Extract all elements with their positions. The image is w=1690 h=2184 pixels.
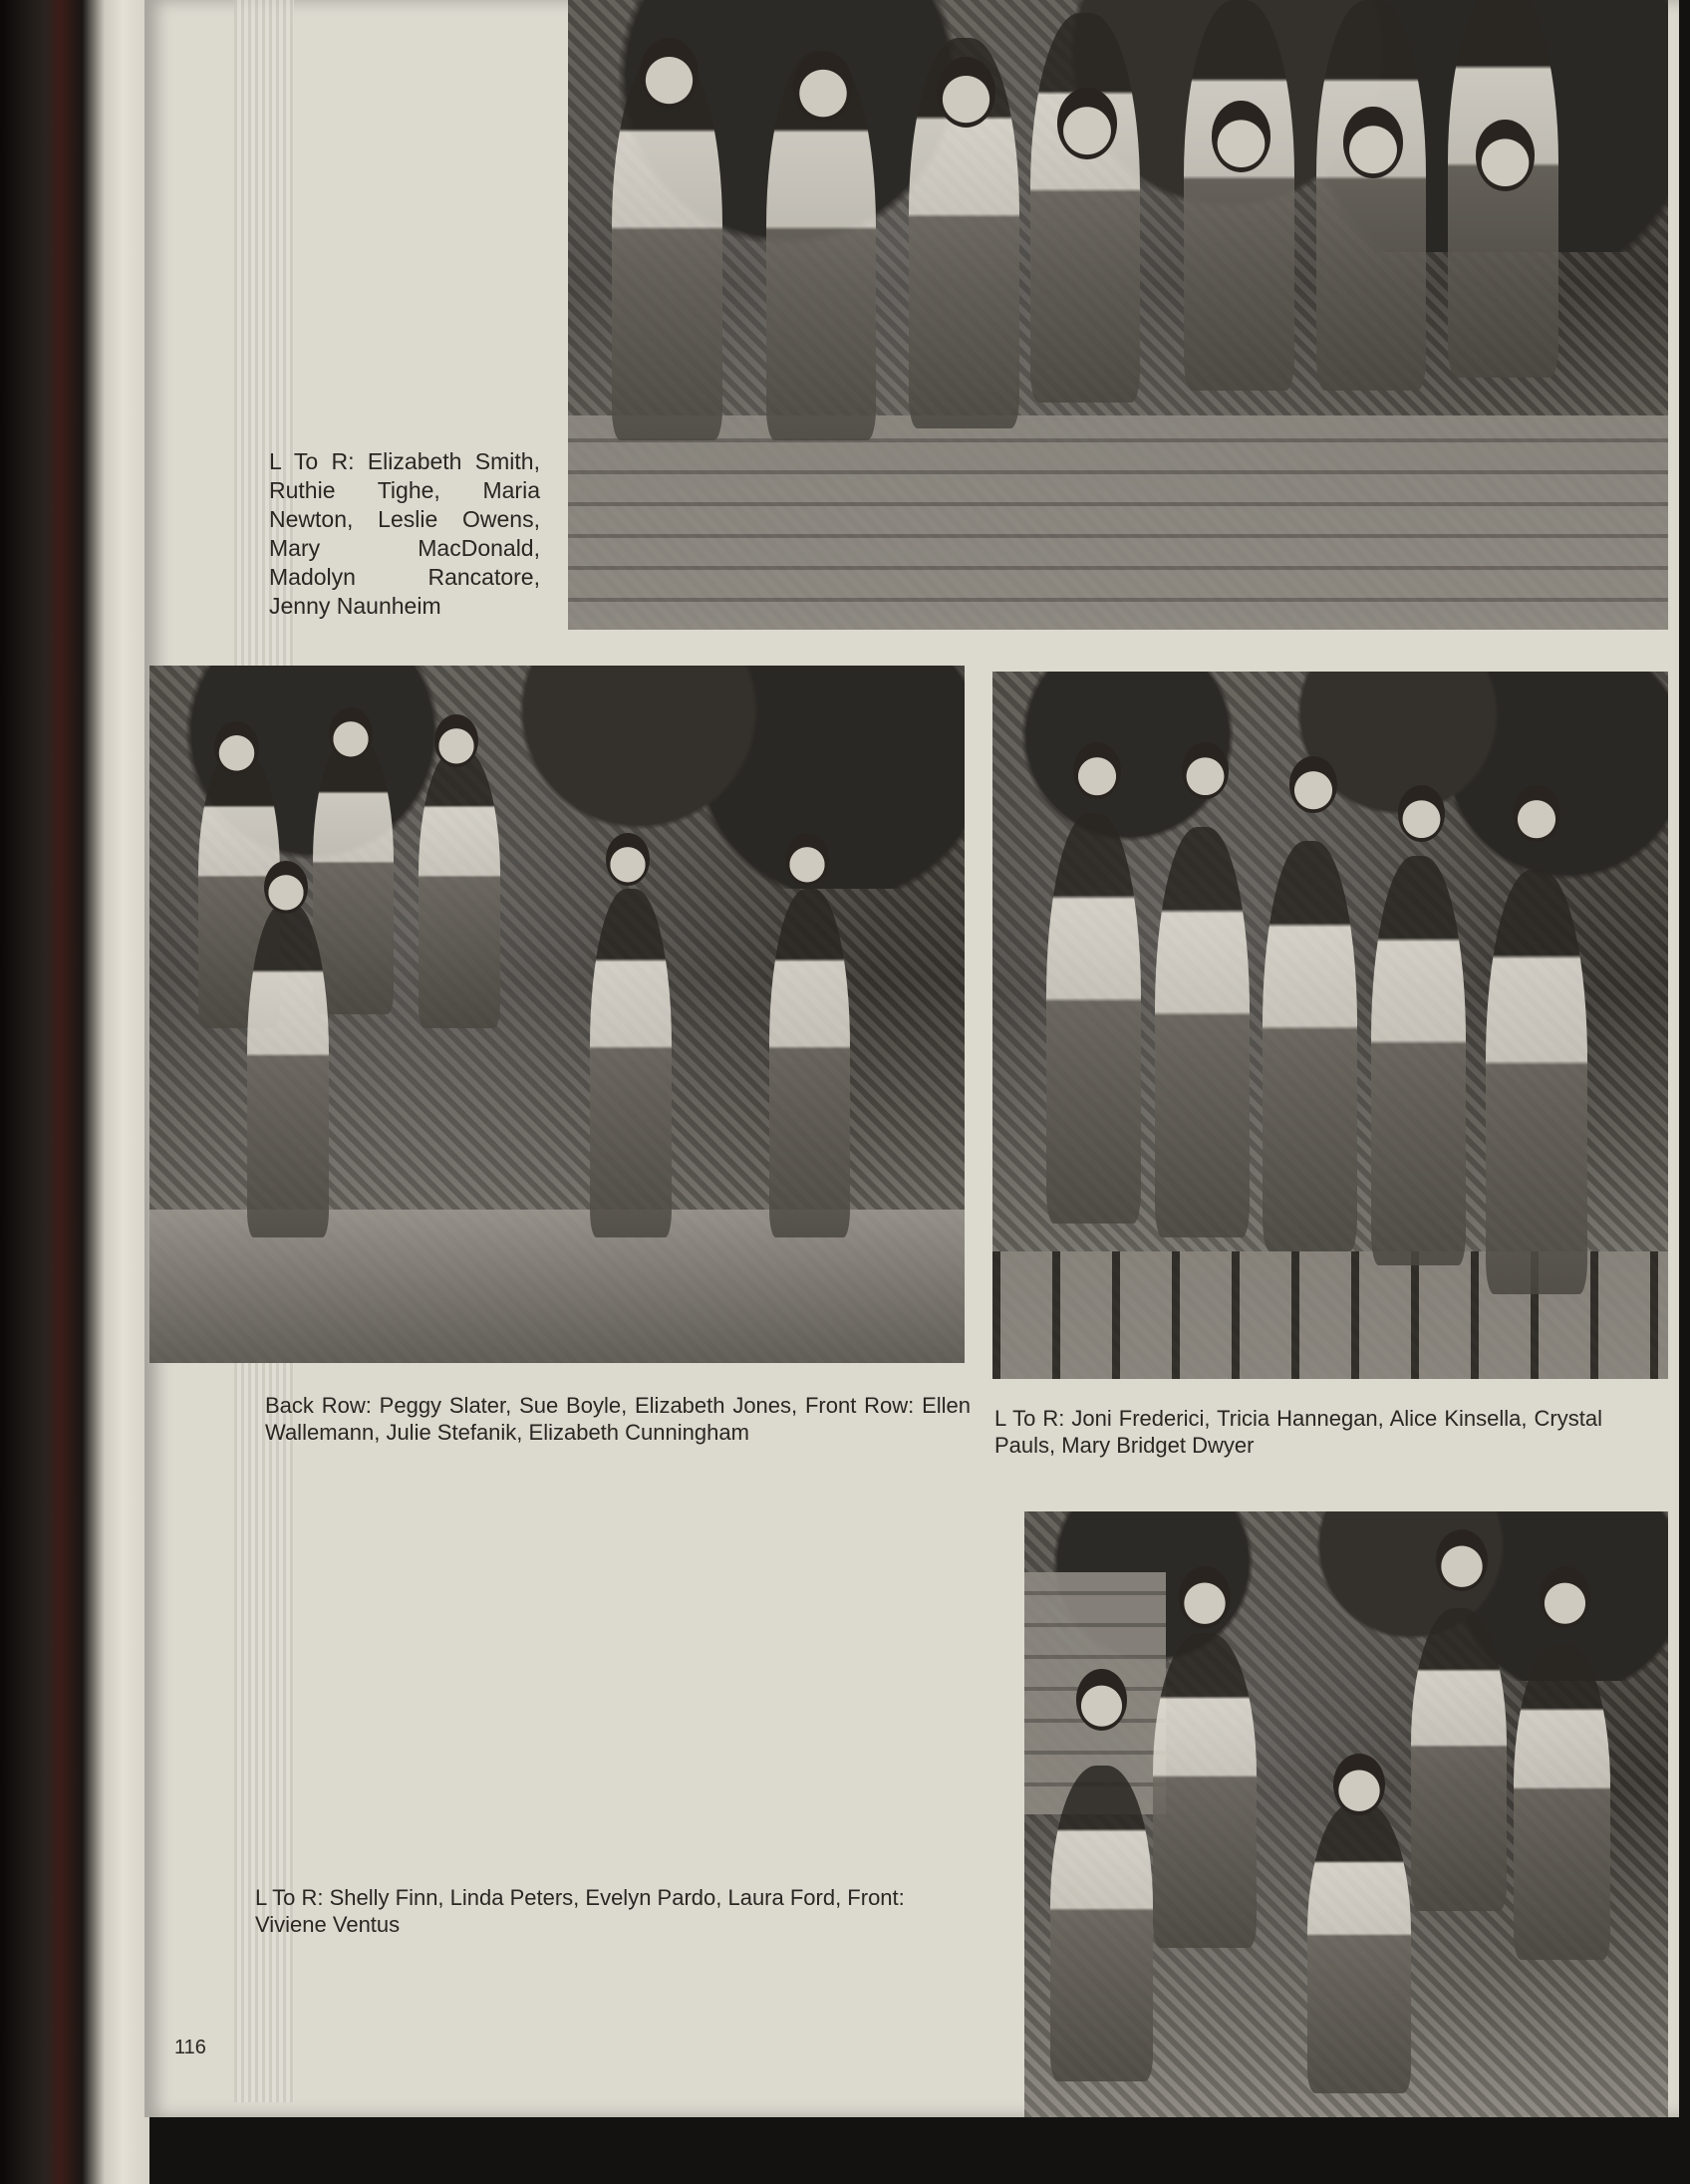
caption-photo-2: Back Row: Peggy Slater, Sue Boyle, Elizabeth Jones, Front Row: Ellen Wallemann, Julie Stefanik, Elizabeth Cunningham bbox=[265, 1393, 971, 1445]
group-photo-railing bbox=[992, 672, 1668, 1379]
caption-photo-3: L To R: Joni Frederici, Tricia Hannegan, Alice Kinsella, Crystal Pauls, Mary Bridget Dwyer bbox=[994, 1406, 1602, 1458]
group-photo-steps bbox=[1024, 1511, 1668, 2117]
caption-photo-4: L To R: Shelly Finn, Linda Peters, Evelyn Pardo, Laura Ford, Front: Viviene Ventus bbox=[255, 1885, 905, 1937]
page-number: 116 bbox=[174, 2037, 206, 2058]
group-photo-wall bbox=[568, 0, 1668, 630]
caption-photo-1: L To R: Elizabeth Smith, Ruthie Tighe, Maria Newton, Leslie Owens, Mary MacDonald, Madolyn Rancatore, Jenny Naunheim bbox=[269, 448, 540, 619]
group-photo-car bbox=[149, 666, 965, 1363]
book-binding bbox=[0, 0, 149, 2184]
